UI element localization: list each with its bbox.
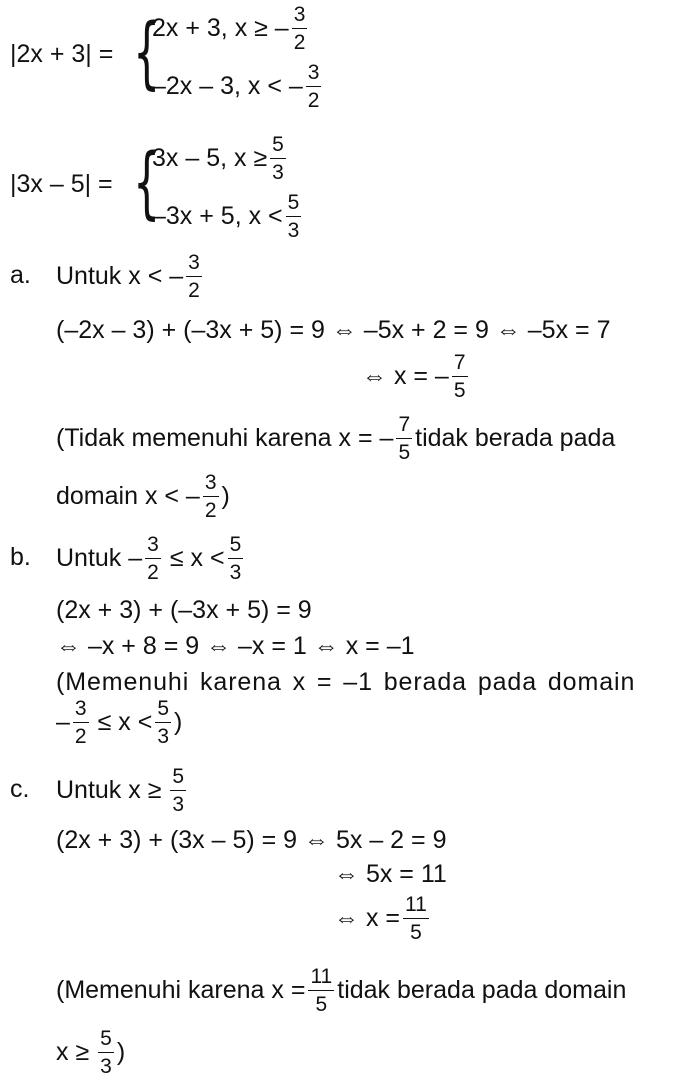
part-a-label-text: a. (10, 261, 31, 289)
abs1-case2 (152, 58, 324, 114)
fraction-denominator: 2 (147, 560, 159, 584)
fraction-numerator: 5 (155, 698, 171, 723)
abs1-lhs (10, 42, 113, 67)
part-c-note-1 (56, 962, 626, 1018)
part-a-note-1 (56, 410, 615, 466)
fraction-numerator: 11 (308, 966, 334, 991)
abs2-case1-fraction (270, 134, 286, 183)
part-a-condition (56, 248, 205, 304)
part-c-equation-1 (56, 828, 446, 853)
fraction-denominator: 5 (315, 992, 328, 1016)
part-b-condition (56, 530, 246, 586)
part-c-note-2 (56, 1024, 125, 1080)
part-c-equation-2 (334, 862, 447, 887)
part-a-note-2-text: domain x < – (56, 481, 200, 510)
part-c-equation-3-fraction (403, 894, 429, 943)
part-b-note-2-text: – (56, 707, 70, 736)
fraction-denominator: 3 (100, 1054, 112, 1078)
part-a-note-1-tail: tidak berada pada (415, 423, 616, 452)
fraction-numerator: 3 (306, 62, 322, 87)
fraction-numerator: 11 (403, 894, 429, 919)
part-b-equation-2 (56, 634, 415, 659)
abs2-case1-text: 3x – 5, x ≥ (152, 143, 268, 172)
part-b-condition-fraction-1 (145, 534, 161, 583)
part-b-note-2 (56, 694, 182, 750)
abs2-case2-fraction (286, 192, 302, 241)
fraction-numerator: 3 (203, 472, 219, 497)
fraction-denominator: 2 (204, 498, 217, 522)
part-b-label (10, 545, 31, 570)
fraction-numerator: 5 (228, 534, 244, 559)
fraction-denominator: 3 (272, 160, 284, 184)
part-c-label (10, 777, 29, 802)
fraction-numerator: 3 (145, 534, 161, 559)
abs1-case1-fraction (292, 4, 308, 53)
part-a-note-2-tail: ) (221, 481, 230, 510)
part-c-note-1-tail: tidak berada pada domain (337, 975, 627, 1004)
part-b-equation-1-text: (2x + 3) + (–3x + 5) = 9 (56, 596, 312, 624)
abs2-lhs (10, 172, 113, 197)
abs1-brace: { (133, 8, 161, 98)
part-b-note-2-fraction-2 (155, 698, 171, 747)
part-a-equation-1 (56, 318, 610, 343)
part-a-note-2 (56, 468, 230, 524)
abs2-case2 (152, 188, 304, 244)
part-a-condition-fraction (186, 252, 202, 301)
part-c-equation-3 (334, 890, 432, 946)
part-c-note-2-tail: ) (116, 1037, 126, 1066)
part-a-equation-2 (362, 348, 471, 404)
fraction-numerator: 5 (286, 192, 302, 217)
part-b-note-1 (56, 670, 635, 695)
fraction-numerator: 3 (186, 252, 202, 277)
part-a-note-1-text: (Tidak memenuhi karena x = – (56, 423, 394, 452)
part-b-note-1-text: (Memenuhi karena x = –1 berada pada domain (56, 668, 636, 696)
fraction-denominator: 2 (307, 88, 320, 112)
part-b-note-2-tail: ) (174, 707, 183, 736)
part-c-equation-3-text: ⇔ x = (334, 903, 400, 932)
fraction-denominator: 3 (157, 724, 169, 748)
fraction-denominator: 3 (172, 792, 185, 816)
part-b-note-2-mid: ≤ x < (97, 707, 153, 736)
part-b-label-text: b. (10, 543, 31, 571)
abs2-case2-text: –3x + 5, x < (152, 201, 283, 230)
fraction-denominator: 2 (74, 724, 87, 748)
fraction-numerator: 5 (270, 134, 286, 159)
part-c-note-2-text: x ≥ (56, 1037, 90, 1066)
abs2-case1 (152, 130, 289, 186)
abs1-lhs-text: |2x + 3| = (10, 40, 114, 68)
part-b-condition-mid: ≤ x < (169, 543, 225, 572)
part-c-note-2-fraction (98, 1028, 114, 1077)
part-a-equation-1-text: (–2x – 3) + (–3x + 5) = 9 ⇔ –5x + 2 = 9 ⇔ –5x = 7 (56, 316, 611, 344)
fraction-denominator: 2 (293, 30, 306, 54)
part-a-note-1-fraction (396, 414, 412, 463)
part-c-condition-text: Untuk x ≥ (56, 775, 162, 804)
fraction-numerator: 5 (170, 766, 186, 791)
abs2-brace: { (133, 138, 161, 228)
part-c-condition-fraction (170, 766, 186, 815)
fraction-numerator: 3 (73, 698, 89, 723)
part-c-condition (56, 762, 189, 818)
part-a-label (10, 263, 31, 288)
part-b-equation-2-text: ⇔ –x + 8 = 9 ⇔ –x = 1 ⇔ x = –1 (56, 632, 415, 660)
part-b-condition-fraction-2 (228, 534, 244, 583)
fraction-numerator: 7 (452, 352, 468, 377)
fraction-denominator: 5 (398, 440, 411, 464)
fraction-denominator: 3 (229, 560, 242, 584)
fraction-numerator: 5 (98, 1028, 114, 1053)
abs1-case1 (152, 0, 310, 56)
part-a-note-2-fraction (203, 472, 219, 521)
abs2-lhs-text: |3x – 5| = (10, 170, 113, 198)
fraction-denominator: 2 (188, 278, 200, 302)
part-c-equation-2-text: ⇔ 5x = 11 (334, 860, 447, 888)
abs1-case2-text: –2x – 3, x < – (152, 71, 303, 100)
part-c-note-1-fraction (308, 966, 334, 1015)
part-b-condition-text: Untuk – (56, 543, 143, 572)
part-b-note-2-fraction-1 (73, 698, 89, 747)
fraction-denominator: 5 (410, 920, 422, 944)
abs1-case1-text: 2x + 3, x ≥ – (152, 13, 289, 42)
part-a-equation-2-fraction (452, 352, 468, 401)
part-a-equation-2-text: ⇔ x = – (362, 361, 449, 390)
part-b-equation-1 (56, 598, 312, 623)
part-a-condition-text: Untuk x < – (56, 261, 184, 290)
fraction-denominator: 3 (287, 218, 300, 242)
part-c-label-text: c. (10, 775, 30, 803)
part-c-equation-1-text: (2x + 3) + (3x – 5) = 9 ⇔ 5x – 2 = 9 (56, 826, 447, 854)
part-c-note-1-text: (Memenuhi karena x = (56, 975, 306, 1004)
abs1-case2-fraction (306, 62, 322, 111)
fraction-denominator: 5 (453, 378, 466, 402)
fraction-numerator: 7 (396, 414, 412, 439)
fraction-numerator: 3 (292, 4, 308, 29)
